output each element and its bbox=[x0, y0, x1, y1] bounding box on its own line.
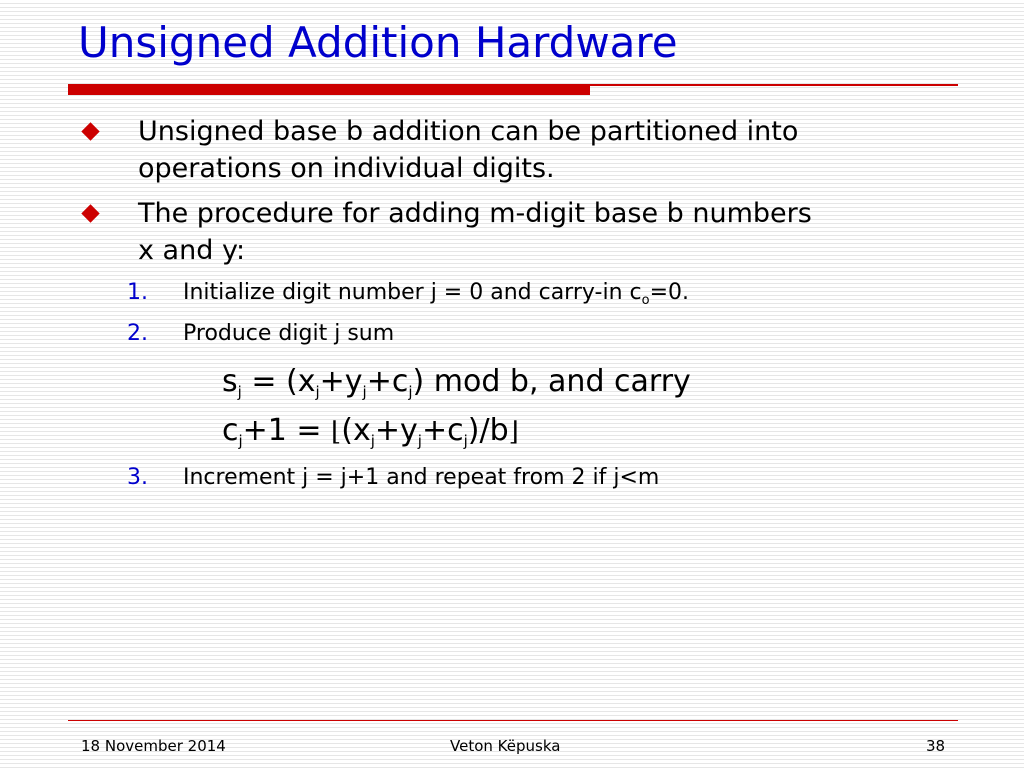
left-floor-icon: ⌊ bbox=[331, 417, 342, 447]
step-1-subscript: o bbox=[641, 293, 650, 308]
title-underline-accent bbox=[68, 84, 590, 95]
step-1-text-b: =0. bbox=[649, 280, 690, 305]
step-2-number: 2. bbox=[127, 321, 148, 346]
eq1-sub-j: j bbox=[362, 383, 367, 401]
footer-date: 18 November 2014 bbox=[81, 737, 226, 755]
slide-title: Unsigned Addition Hardware bbox=[78, 18, 678, 67]
eq2-sub-j: j bbox=[370, 432, 375, 450]
eq1-sub-j: j bbox=[408, 383, 413, 401]
eq1-sub-j: j bbox=[315, 383, 320, 401]
bullet-2-line-1: The procedure for adding m-digit base b numbers bbox=[138, 198, 812, 229]
step-1-text-a: Initialize digit number j = 0 and carry-in c bbox=[183, 280, 642, 305]
eq1-s: s bbox=[222, 364, 238, 399]
right-floor-icon: ⌋ bbox=[508, 417, 519, 447]
bullet-1-line-1: Unsigned base b addition can be partitioned into bbox=[138, 116, 799, 147]
step-1-number: 1. bbox=[127, 280, 148, 305]
eq1-sub-j: j bbox=[237, 383, 242, 401]
eq2-sub-j: j bbox=[417, 432, 422, 450]
eq2-part-2: (x bbox=[341, 413, 371, 448]
bullet-2 bbox=[138, 195, 958, 269]
bullet-1-line-2: operations on individual digits. bbox=[138, 153, 555, 184]
eq2-part-3: +y bbox=[374, 413, 418, 448]
step-3-text: Increment j = j+1 and repeat from 2 if j<m bbox=[183, 465, 660, 490]
eq2-part-1: +1 = bbox=[242, 413, 332, 448]
bullet-2-line-2: x and y: bbox=[138, 235, 246, 266]
footer-page-number: 38 bbox=[926, 737, 946, 755]
eq1-part-2: +y bbox=[319, 364, 363, 399]
eq1-part-4: ) mod b, and carry bbox=[412, 364, 691, 399]
diamond-bullet-icon bbox=[81, 204, 99, 222]
eq2-sub-j: j bbox=[463, 432, 468, 450]
eq1-part-3: +c bbox=[366, 364, 409, 399]
step-1-text bbox=[183, 278, 689, 308]
footer-author: Veton Këpuska bbox=[450, 737, 561, 755]
eq2-part-4: +c bbox=[421, 413, 464, 448]
sum-equation bbox=[222, 362, 691, 402]
eq2-sub-j: j bbox=[238, 432, 243, 450]
eq2-part-5: )/b bbox=[467, 413, 509, 448]
diamond-bullet-icon bbox=[81, 122, 99, 140]
footer-divider bbox=[68, 720, 958, 721]
eq2-c: c bbox=[222, 413, 239, 448]
step-3-number: 3. bbox=[127, 465, 148, 490]
bullet-1 bbox=[138, 113, 958, 187]
eq1-part-1: = (x bbox=[241, 364, 316, 399]
carry-equation bbox=[222, 411, 519, 452]
step-2-text: Produce digit j sum bbox=[183, 321, 395, 346]
